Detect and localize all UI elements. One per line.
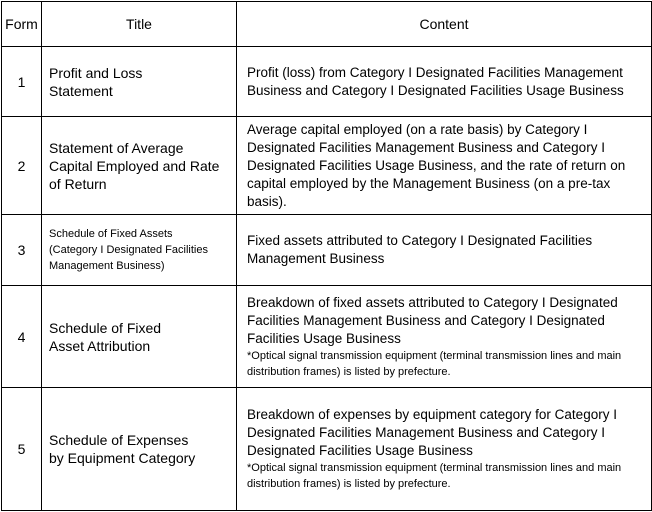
row-content [237,286,652,388]
row-title-line: (Category I Designated Facilities [49,244,208,256]
row-title-line: Capital Employed and Rate [49,157,220,174]
row-title-line: Schedule of Expenses [49,432,189,448]
row-content-text: Fixed assets attributed to Category I Designated Facilities Management Business [247,233,593,266]
header-content: Content [237,2,652,47]
row-content [237,117,652,215]
header-row [2,2,652,47]
row-note: *Optical signal transmission equipment (terminal transmission lines and main distribution frames) is listed by prefecture. [247,462,622,490]
row-title-line: Asset Attribution [49,337,151,354]
row-title [42,286,237,388]
row-title [42,215,237,286]
row-title-line: Statement [49,82,113,99]
row-content [237,388,652,511]
row-title-line: by Equipment Category [49,450,196,466]
table-row [2,215,652,286]
header-form: Form [2,2,42,47]
row-content-text: Breakdown of expenses by equipment category for Category I Designated Facilities Management Business and Category I Designated Facilities Usage Business [247,407,617,458]
row-content [237,215,652,286]
row-note: *Optical signal transmission equipment (terminal transmission lines and main distribution frames) is listed by prefecture. [247,349,622,378]
row-title-line: Management Business) [49,260,165,272]
header-title: Title [42,2,237,47]
row-title [42,117,237,215]
row-title-line: Statement of Average [49,139,184,156]
row-title-line: of Return [49,175,107,192]
row-title [42,388,237,511]
row-title-line: Profit and Loss [49,64,143,81]
table-row [2,388,652,511]
form-number: 3 [2,215,42,286]
row-title-line: Schedule of Fixed [49,319,162,336]
row-content-text: Breakdown of fixed assets attributed to Category I Designated Facilities Management Business and Category I Designated Facilities Usage Business [247,294,618,346]
table-row [2,117,652,215]
row-content [237,47,652,117]
table-row [2,286,652,388]
row-content-text: Profit (loss) from Category I Designated Facilities Management Business and Category I Designated Facilities Usage Business [247,64,624,98]
row-content-text: Average capital employed (on a rate basis) by Category I Designated Facilities Management Business and Category I Designated Facilities Usage Business, and the rate of return on capital employed by the Management Business (on a pre-tax basis). [247,121,626,209]
row-title [42,47,237,117]
table-row [2,47,652,117]
form-number: 5 [2,388,42,511]
row-title-line: Schedule of Fixed Assets [49,228,173,240]
form-number: 4 [2,286,42,388]
form-number: 2 [2,117,42,215]
form-number: 1 [2,47,42,117]
forms-table [1,1,652,511]
